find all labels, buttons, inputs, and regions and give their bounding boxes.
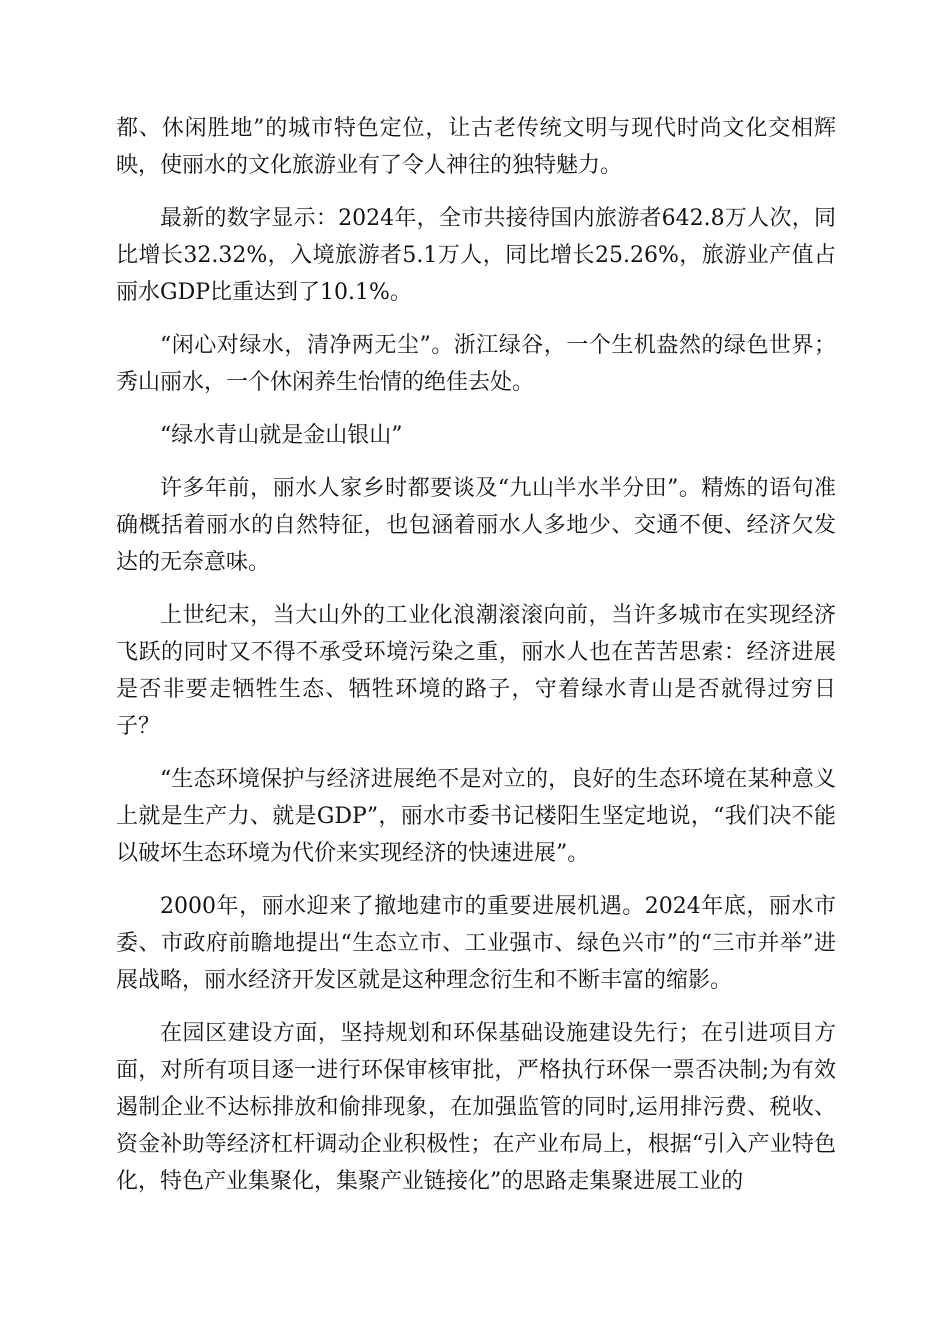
paragraph-8: 2000年，丽水迎来了撤地建市的重要进展机遇。2024年底，丽水市委、市政府前瞻地提出“生态立市、工业强市、绿色兴市”的“三市并举”进展战略，丽水经济开发区就是这种理念衍生和不断丰富的缩影。 — [116, 894, 836, 993]
paragraph-1: 都、休闲胜地”的城市特色定位，让古老传统文明与现代时尚文化交相辉映，使丽水的文化旅游业有了令人神往的独特魅力。 — [116, 116, 836, 178]
paragraph-6: 上世纪末，当大山外的工业化浪潮滚滚向前，当许多城市在实现经济飞跃的同时又不得不承受环境污染之重，丽水人也在苦苦思索：经济进展是否非要走牺牲生态、牺牲环境的路子，守着绿水青山是否就得过穷日子？ — [116, 603, 836, 739]
paragraph-4: “绿水青山就是金山银山” — [160, 423, 403, 448]
paragraph-9: 在园区建设方面，坚持规划和环保基础设施建设先行；在引进项目方面，对所有项目逐一进行环保审核审批，严格执行环保一票否决制;为有效遏制企业不达标排放和偷排现象，在加强监管的同时,运用排污费、税收、资金补助等经济杠杆调动企业积极性；在产业布局上，根据“引入产业特色化，特色产业集聚化，集聚产业链接化”的思路走集聚进展工业的 — [116, 1021, 836, 1194]
document-body — [116, 110, 836, 1216]
paragraph-7: “生态环境保护与经济进展绝不是对立的，良好的生态环境在某种意义上就是生产力、就是GDP”，丽水市委书记楼阳生坚定地说，“我们决不能以破坏生态环境为代价来实现经济的快速进展”。 — [116, 767, 836, 866]
paragraph-5: 许多年前，丽水人家乡时都要谈及“九山半水半分田”。精炼的语句准确概括着丽水的自然特征，也包涵着丽水人多地少、交通不便、经济欠发达的无奈意味。 — [116, 476, 836, 575]
paragraph-2: 最新的数字显示：2024年，全市共接待国内旅游者642.8万人次，同比增长32.32%，入境旅游者5.1万人，同比增长25.26%，旅游业产值占丽水GDP比重达到了10.1%。 — [116, 206, 836, 305]
paragraph-3: “闲心对绿水，清净两无尘”。浙江绿谷，一个生机盎然的绿色世界；秀山丽水，一个休闲养生怡情的绝佳去处。 — [116, 333, 836, 395]
